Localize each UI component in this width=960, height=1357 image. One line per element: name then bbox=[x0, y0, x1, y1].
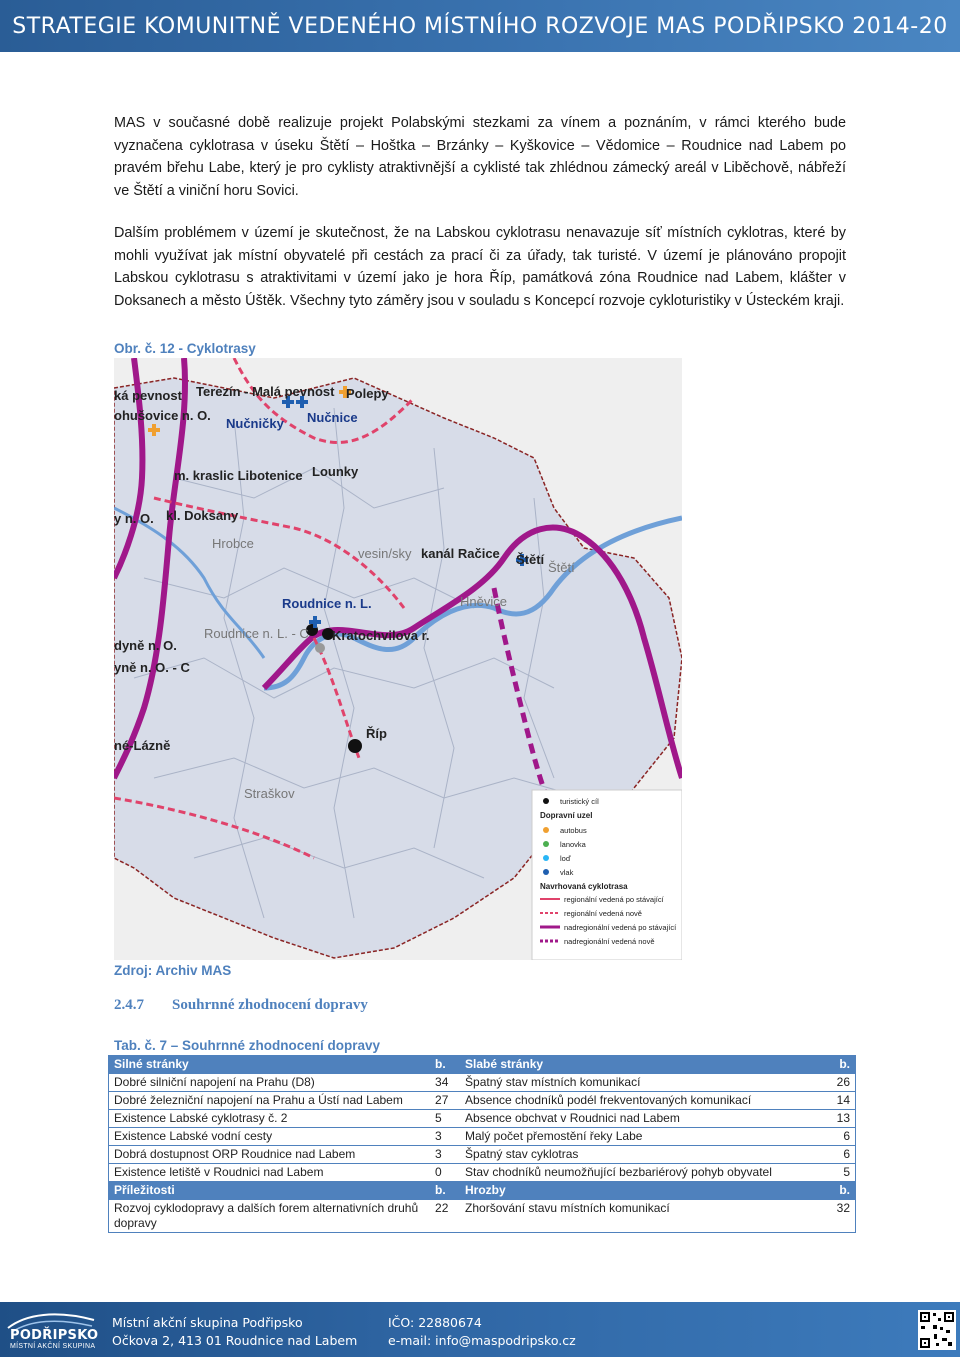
cell-right-score: b. bbox=[824, 1056, 856, 1074]
label-steti: Štětí bbox=[516, 552, 545, 567]
table-row bbox=[109, 1110, 856, 1128]
cell-right-score: 6 bbox=[824, 1146, 856, 1164]
label-ohre: y n. O. bbox=[114, 511, 154, 526]
cell-left: Existence letiště v Roudnici nad Labem bbox=[109, 1164, 431, 1182]
legend-route-head: Navrhovaná cyklotrasa bbox=[540, 882, 628, 891]
label-mala-pevnost: ká pevnost bbox=[114, 388, 182, 403]
table-row bbox=[109, 1092, 856, 1110]
label-bohusovice: ohušovice n. O. bbox=[114, 408, 211, 423]
figure-source: Zdroj: Archiv MAS bbox=[114, 963, 232, 978]
cell-right-score: b. bbox=[824, 1182, 856, 1200]
cell-right: Špatný stav místních komunikací bbox=[460, 1074, 823, 1092]
cell-left: Silné stránky bbox=[109, 1056, 431, 1074]
legend-transport-head: Dopravní uzel bbox=[540, 811, 593, 820]
footer-address: Očkova 2, 413 01 Roudnice nad Labem bbox=[112, 1333, 358, 1348]
legend-bus: autobus bbox=[560, 826, 587, 835]
cell-right: Malý počet přemostění řeky Labe bbox=[460, 1128, 823, 1146]
figure-caption: Obr. č. 12 - Cyklotrasy bbox=[114, 341, 256, 356]
legend-supraregional-new: nadregionální vedená nově bbox=[564, 937, 655, 946]
cell-left: Dobrá dostupnost ORP Roudnice nad Labem bbox=[109, 1146, 431, 1164]
cell-right: Absence chodníků podél frekventovaných komunikací bbox=[460, 1092, 823, 1110]
cell-left-score: 34 bbox=[430, 1074, 460, 1092]
cell-left: Dobré silniční napojení na Prahu (D8) bbox=[109, 1074, 431, 1092]
cell-right: Stav chodníků neumožňující bezbariérový pohyb obyvatel bbox=[460, 1164, 823, 1182]
cell-right: Absence obchvat v Roudnici nad Labem bbox=[460, 1110, 823, 1128]
legend-boat: loď bbox=[560, 854, 571, 863]
label-hnevice: Hněvice bbox=[460, 594, 507, 609]
cell-left: Existence Labské vodní cesty bbox=[109, 1128, 431, 1146]
table-header-row bbox=[109, 1182, 856, 1200]
cell-left-score: 27 bbox=[430, 1092, 460, 1110]
map-legend bbox=[532, 790, 682, 960]
cell-left-score: 0 bbox=[430, 1164, 460, 1182]
cell-left-score: 22 bbox=[430, 1200, 460, 1233]
label-roudnice-2: Roudnice n. L. - C bbox=[204, 626, 309, 641]
section-heading bbox=[114, 997, 368, 1014]
label-hrobce: Hrobce bbox=[212, 536, 254, 551]
label-kanal-racice: kanál Račice bbox=[421, 546, 500, 561]
legend-tourist: turistický cíl bbox=[560, 797, 599, 806]
label-kraslice: m. kraslic Libotenice bbox=[174, 468, 303, 483]
cell-right-score: 5 bbox=[824, 1164, 856, 1182]
label-roudnice: Roudnice n. L. bbox=[282, 596, 372, 611]
paragraph-1: MAS v současné době realizuje projekt Polabskými stezkami za vínem a poznáním, v rámci kterého bude vyznačena cyklotrasa v úseku Štětí – Hoštka – Brzánky – Kyškovice – Vědomice – Roudnice nad Labem po pravém břehu Labe, který je pro cyklisty atraktivnější a cyklisté tak zhlédnou zámecký areál v Liběchově, nábřeží ve Štětí a viniční horu Sovici. bbox=[114, 115, 846, 199]
cell-right: Špatný stav cyklotras bbox=[460, 1146, 823, 1164]
footer-org: Místní akční skupina Podřipsko bbox=[112, 1315, 303, 1330]
cycle-routes-map bbox=[114, 358, 682, 960]
footer-logo-sub: MÍSTNÍ AKČNÍ SKUPINA bbox=[10, 1343, 96, 1350]
paragraph-2: Dalším problémem v území je skutečnost, že na Labskou cyklotrasu nenavazuje síť místních cyklotras, které by mohli využívat jak místní obyvatelé při cestách za prací či za úřady, tak turisté. V území je plánováno propojit Labskou cyklotrasu s atraktivitami v území jako je hora Říp, památková zóna Roudnice nad Labem, klášter v Doksanech a město Úštěk. Všechny tyto záměry jsou v souladu s Koncepcí rozvoje cykloturistiky v Ústeckém kraji. bbox=[114, 225, 846, 309]
page-header bbox=[0, 0, 960, 52]
label-nucnice: Nučnice bbox=[307, 410, 358, 425]
label-rip: Říp bbox=[366, 726, 387, 741]
cell-left-score: 3 bbox=[430, 1146, 460, 1164]
header-title: STRATEGIE KOMUNITNĚ VEDENÉHO MÍSTNÍHO ROZVOJE MAS PODŘIPSKO 2014-20 bbox=[12, 13, 948, 39]
label-budyne-2: yně n. O. - C bbox=[114, 660, 190, 675]
legend-regional-existing: regionální vedená po stávající bbox=[564, 895, 664, 904]
cell-left: Dobré železniční napojení na Prahu a Ústí nad Labem bbox=[109, 1092, 431, 1110]
label-lounky: Lounky bbox=[312, 464, 359, 479]
label-doksany: kl. Doksany bbox=[166, 508, 239, 523]
table-row bbox=[109, 1146, 856, 1164]
label-budyne: dyně n. O. bbox=[114, 638, 177, 653]
cell-left-score: 5 bbox=[430, 1110, 460, 1128]
cell-right-score: 14 bbox=[824, 1092, 856, 1110]
map-svg bbox=[114, 358, 682, 960]
legend-cable: lanovka bbox=[560, 840, 586, 849]
cell-left-score: b. bbox=[430, 1182, 460, 1200]
label-straskov: Straškov bbox=[244, 786, 295, 801]
qr-code-icon bbox=[918, 1310, 956, 1350]
table-row bbox=[109, 1200, 856, 1233]
label-nucnicky: Nučničky bbox=[226, 416, 284, 431]
cell-right-score: 32 bbox=[824, 1200, 856, 1233]
label-steti-2: Štětí bbox=[548, 560, 575, 575]
table-caption: Tab. č. 7 – Souhrnné zhodnocení dopravy bbox=[114, 1038, 381, 1053]
table-row bbox=[109, 1164, 856, 1182]
footer-email: e-mail: info@maspodripsko.cz bbox=[388, 1333, 576, 1348]
table-row bbox=[109, 1074, 856, 1092]
table-header-row bbox=[109, 1056, 856, 1074]
tourist-point-rip bbox=[348, 739, 362, 753]
cell-left-score: 3 bbox=[430, 1128, 460, 1146]
cell-left: Příležitosti bbox=[109, 1182, 431, 1200]
cell-right: Zhoršování stavu místních komunikací bbox=[460, 1200, 823, 1233]
label-terezin: Terezín - Malá pevnost bbox=[196, 384, 335, 399]
section-number: 2.4.7 bbox=[114, 997, 144, 1013]
cell-right: Slabé stránky bbox=[460, 1056, 823, 1074]
label-lazne: né-Lázně bbox=[114, 738, 171, 753]
label-polepy: Polepy bbox=[346, 386, 389, 401]
legend-supraregional-existing: nadregionální vedená po stávající bbox=[564, 923, 677, 932]
cell-right-score: 6 bbox=[824, 1128, 856, 1146]
tourist-point-hrobce bbox=[315, 643, 325, 653]
section-title: Souhrnné zhodnocení dopravy bbox=[172, 997, 368, 1013]
legend-train: vlak bbox=[560, 868, 574, 877]
legend-regional-new: regionální vedená nově bbox=[564, 909, 642, 918]
footer-logo-text: PODŘIPSKO bbox=[10, 1328, 99, 1343]
swot-table bbox=[108, 1055, 856, 1233]
cell-right: Hrozby bbox=[460, 1182, 823, 1200]
label-kratochvilova: Kratochvilova r. bbox=[332, 628, 430, 643]
cell-right-score: 13 bbox=[824, 1110, 856, 1128]
page-footer bbox=[0, 1302, 960, 1357]
label-vesin: vesin/sky bbox=[358, 546, 412, 561]
cell-left-score: b. bbox=[430, 1056, 460, 1074]
body-text bbox=[114, 112, 846, 312]
table-row bbox=[109, 1128, 856, 1146]
footer-ico: IČO: 22880674 bbox=[388, 1315, 482, 1330]
cell-right-score: 26 bbox=[824, 1074, 856, 1092]
cell-left: Existence Labské cyklotrasy č. 2 bbox=[109, 1110, 431, 1128]
cell-left: Rozvoj cyklodopravy a dalších forem alternativních druhů dopravy bbox=[109, 1200, 431, 1233]
